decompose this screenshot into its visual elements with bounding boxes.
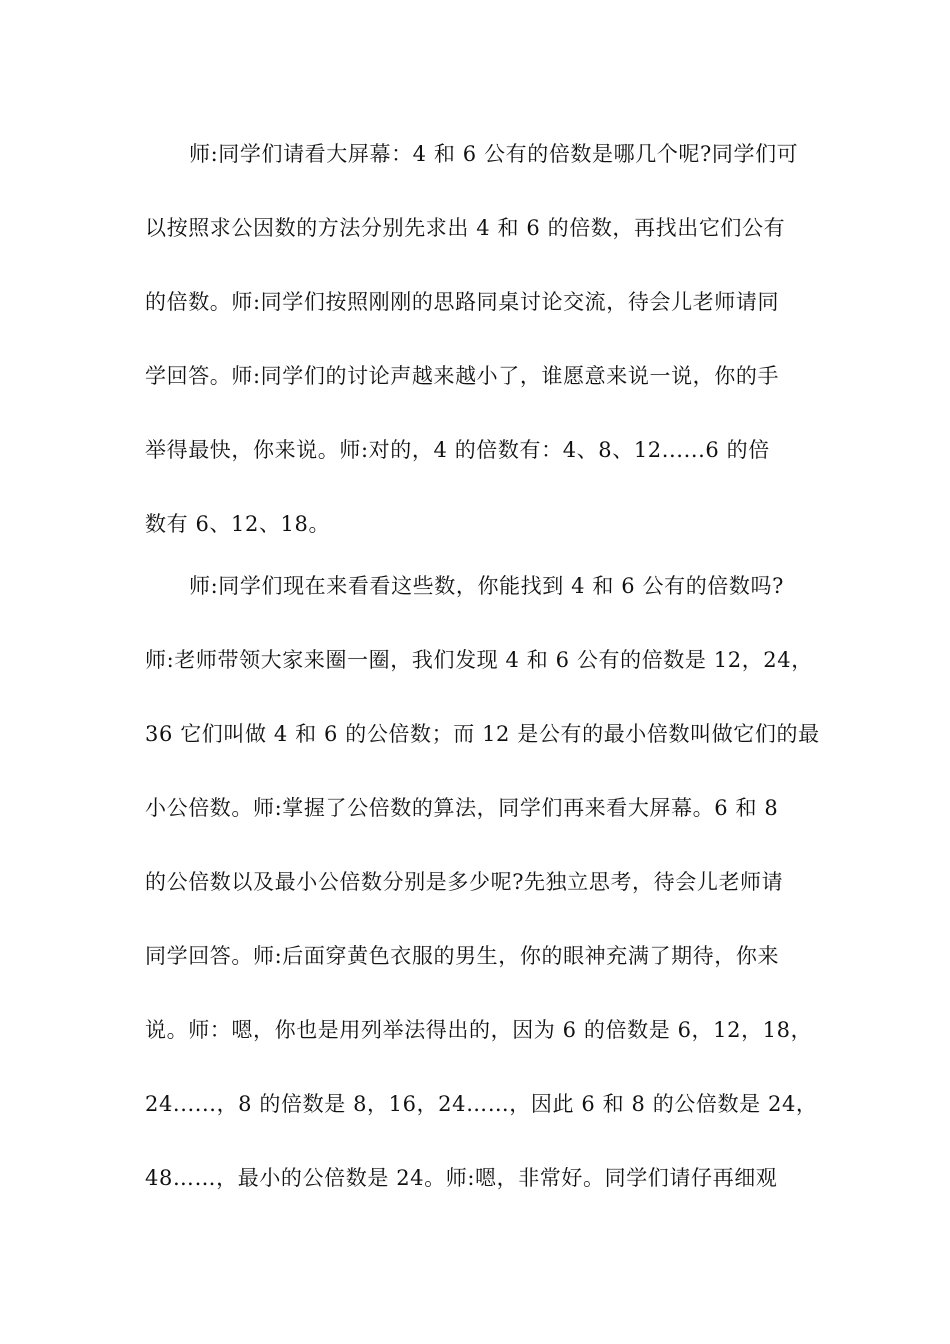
text-line: 数有 6、12、18。 xyxy=(145,512,331,536)
text-line: 师:同学们请看大屏幕：4 和 6 公有的倍数是哪几个呢?同学们可 xyxy=(189,142,799,166)
text-line: 24......，8 的倍数是 8，16，24……，因此 6 和 8 的公倍数是 24， xyxy=(145,1092,818,1116)
text-line: 同学回答。师:后面穿黄色衣服的男生，你的眼神充满了期待，你来 xyxy=(145,944,780,968)
text-line: 36 它们叫做 4 和 6 的公倍数；而 12 是公有的最小倍数叫做它们的最 xyxy=(145,722,820,746)
text-line: 举得最快，你来说。师:对的，4 的倍数有：4、8、12......6 的倍 xyxy=(145,438,770,462)
text-line: 师:同学们现在来看看这些数，你能找到 4 和 6 公有的倍数吗? xyxy=(189,574,784,598)
text-line: 以按照求公因数的方法分别先求出 4 和 6 的倍数，再找出它们公有 xyxy=(145,216,786,240)
text-line: 小公倍数。师:掌握了公倍数的算法，同学们再来看大屏幕。6 和 8 xyxy=(145,796,779,820)
text-line: 的公倍数以及最小公倍数分别是多少呢?先独立思考，待会儿老师请 xyxy=(145,870,784,894)
text-line: 的倍数。师:同学们按照刚刚的思路同桌讨论交流，待会儿老师请同 xyxy=(145,290,780,314)
text-line: 师:老师带领大家来圈一圈，我们发现 4 和 6 公有的倍数是 12，24， xyxy=(145,648,813,672)
text-line: 学回答。师:同学们的讨论声越来越小了，谁愿意来说一说，你的手 xyxy=(145,364,780,388)
text-line: 48……，最小的公倍数是 24。师:嗯，非常好。同学们请仔再细观 xyxy=(145,1166,778,1190)
text-line: 说。师：嗯，你也是用列举法得出的，因为 6 的倍数是 6，12，18， xyxy=(145,1018,813,1042)
